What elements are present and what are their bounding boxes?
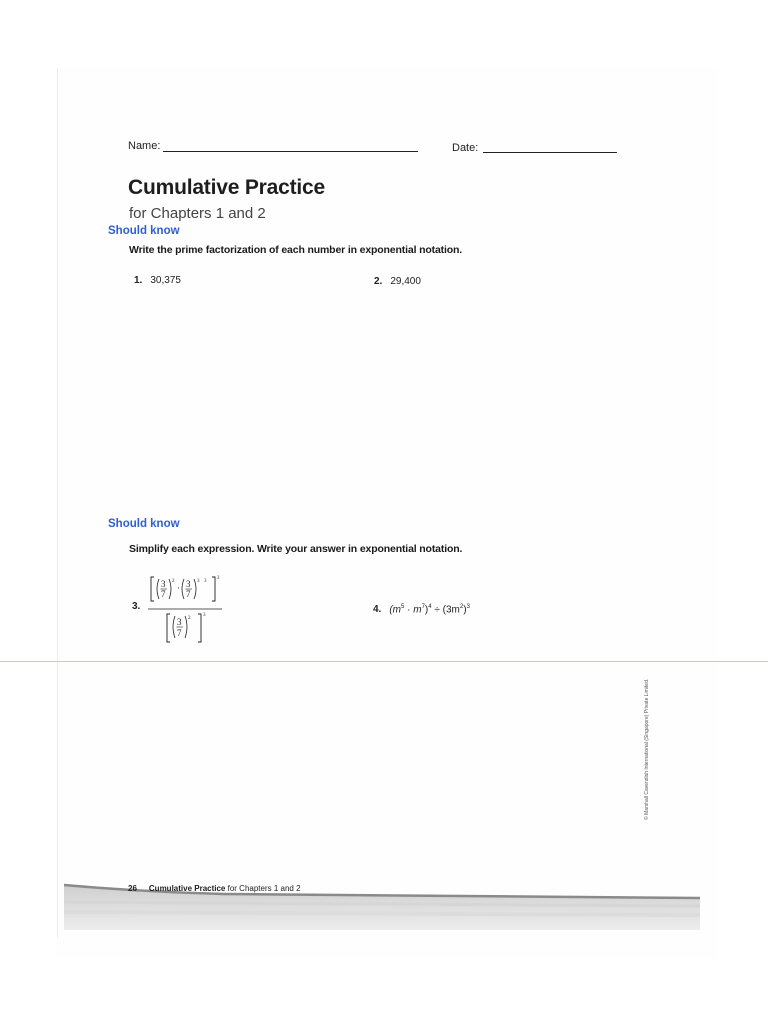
page-edge [57,68,58,938]
problem-4-exp4: 2 [459,604,464,610]
svg-text:3: 3 [217,576,220,581]
problem-4-mid1: · m [404,604,422,616]
problem-4-mid4: ) [463,604,467,616]
section1-instruction: Write the prime factorization of each number in exponential notation. [129,244,463,256]
problem-3-number-wrap [132,601,148,612]
problem-2-value: 29,400 [390,276,421,287]
problem-4-mid3: ÷ (3m [431,604,460,616]
svg-text:·: · [177,583,180,593]
name-field-line[interactable] [163,151,418,152]
date-field-line[interactable] [483,152,617,153]
date-label: Date: [452,142,479,154]
problem-1 [134,275,181,286]
worksheet-page [57,68,717,958]
problem-4-exp3: 4 [428,604,432,610]
section2-tag: Should know [108,518,180,530]
problem-4-expr-part: (m [389,604,402,616]
svg-text:3: 3 [177,617,182,627]
problem-4-mid2: ) [424,604,429,616]
svg-text:3: 3 [203,613,206,618]
scan-line [0,661,768,662]
section2-instruction: Simplify each expression. Write your answer in exponential notation. [129,543,463,555]
problem-3-expression [148,574,228,646]
copyright-text: © Marshall Cavendish International (Singapore) Private Limited. [644,678,650,820]
problem-4-number: 4. [373,604,382,616]
problem-2 [374,276,421,287]
page-subtitle: for Chapters 1 and 2 [129,205,266,222]
problem-1-value: 30,375 [150,275,181,286]
problem-1-number: 1. [134,275,143,286]
section1-tag: Should know [108,225,180,237]
svg-text:7: 7 [161,589,166,599]
problem-4-exp1: 5 [401,604,405,610]
svg-text:2: 2 [188,616,191,621]
footer [128,884,301,893]
page-number: 26 [128,884,137,893]
problem-3-number: 3. [132,601,141,612]
problem-4-exp5: 3 [466,604,470,610]
problem-4-exp2: 7 [421,604,425,610]
svg-text:2: 2 [172,579,175,584]
problem-2-number: 2. [374,276,383,287]
problem-4 [373,604,470,615]
svg-text:7: 7 [186,589,191,599]
footer-title-rest: for Chapters 1 and 2 [225,884,301,893]
svg-text:3: 3 [204,579,207,584]
svg-text:3: 3 [186,579,191,589]
svg-text:3: 3 [161,579,166,589]
footer-title-bold: Cumulative Practice [148,884,226,893]
svg-text:3: 3 [197,579,200,584]
svg-text:7: 7 [177,628,182,638]
page-title: Cumulative Practice [128,176,325,199]
name-label: Name: [128,140,161,152]
